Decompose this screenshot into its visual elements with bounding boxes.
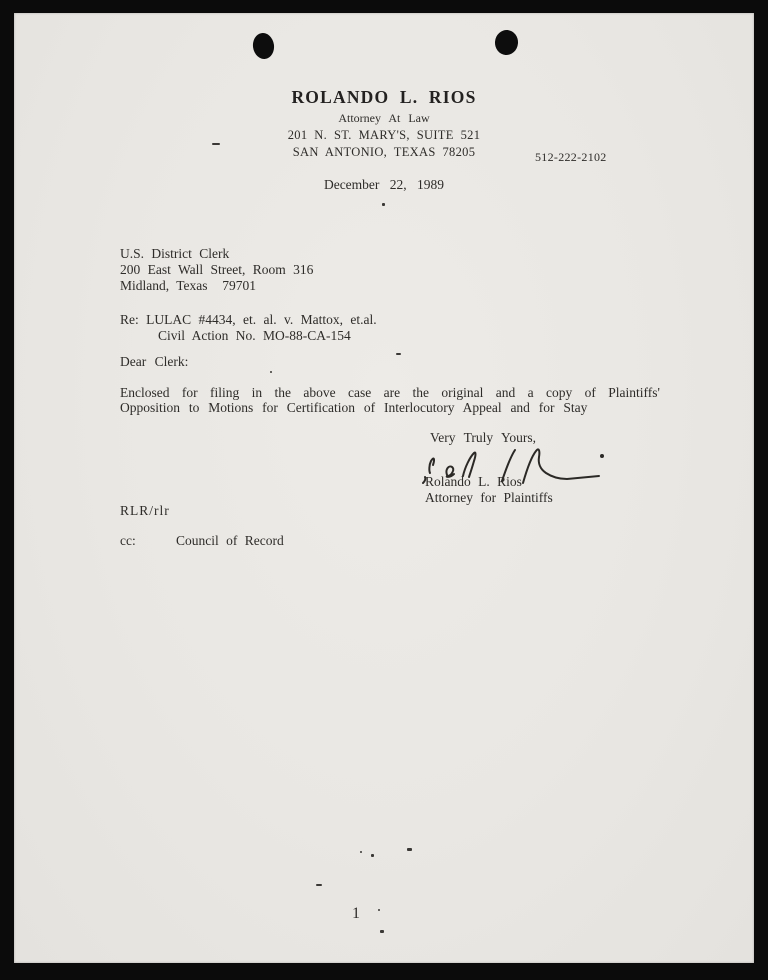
signature-block <box>425 474 553 505</box>
re-line: Re: LULAC #4434, et. al. v. Mattox, et.al. <box>120 312 377 327</box>
letterhead-name: ROLANDO L. RIOS <box>291 87 477 107</box>
cc-line <box>120 533 284 549</box>
civil-action-line: Civil Action No. MO-88-CA-154 <box>158 327 351 343</box>
signer-name: Rolando L. Rios <box>425 474 522 489</box>
letterhead-address-line2: SAN ANTONIO, TEXAS 78205 <box>292 145 476 159</box>
scan-speckle <box>212 143 220 145</box>
letter-date: December 22, 1989 <box>323 177 445 192</box>
re-subject-block <box>120 312 377 343</box>
scan-speckle <box>378 909 380 911</box>
scan-speckle <box>360 851 362 853</box>
scan-speckle <box>316 884 322 886</box>
letterhead-address-line1: 201 N. ST. MARY'S, SUITE 521 <box>287 128 481 142</box>
letter-body-paragraph: Enclosed for filing in the above case are the original and a copy of Plaintiffs' Opposition to Motions for Certification of Interlocutory Appeal and for Stay <box>120 385 660 416</box>
cc-label: cc: <box>120 533 136 548</box>
recipient-address-block <box>120 246 313 295</box>
scan-speckle <box>270 371 272 373</box>
signer-title: Attorney for Plaintiffs <box>425 489 553 505</box>
recipient-line: Midland, Texas 79701 <box>120 278 257 294</box>
recipient-line: U.S. District Clerk <box>120 246 230 261</box>
scan-speckle <box>380 930 384 933</box>
page-number: 1 <box>352 905 360 922</box>
cc-value: Council of Record <box>176 533 284 548</box>
letterhead <box>14 87 754 160</box>
letterhead-title: Attorney At Law <box>338 111 430 125</box>
salutation: Dear Clerk: <box>120 354 189 369</box>
scan-speckle <box>382 203 385 206</box>
scan-speckle <box>396 353 401 355</box>
letterhead-phone: 512-222-2102 <box>535 150 607 164</box>
hole-punch-right <box>494 29 519 56</box>
scan-speckle <box>371 854 374 857</box>
scan-speckle <box>407 848 412 851</box>
recipient-line: 200 East Wall Street, Room 316 <box>120 262 314 278</box>
letter-paper <box>14 13 754 963</box>
hole-punch-left <box>251 32 275 61</box>
closing-phrase: Very Truly Yours, <box>430 430 537 445</box>
typist-initials: RLR/rlr <box>120 503 170 518</box>
